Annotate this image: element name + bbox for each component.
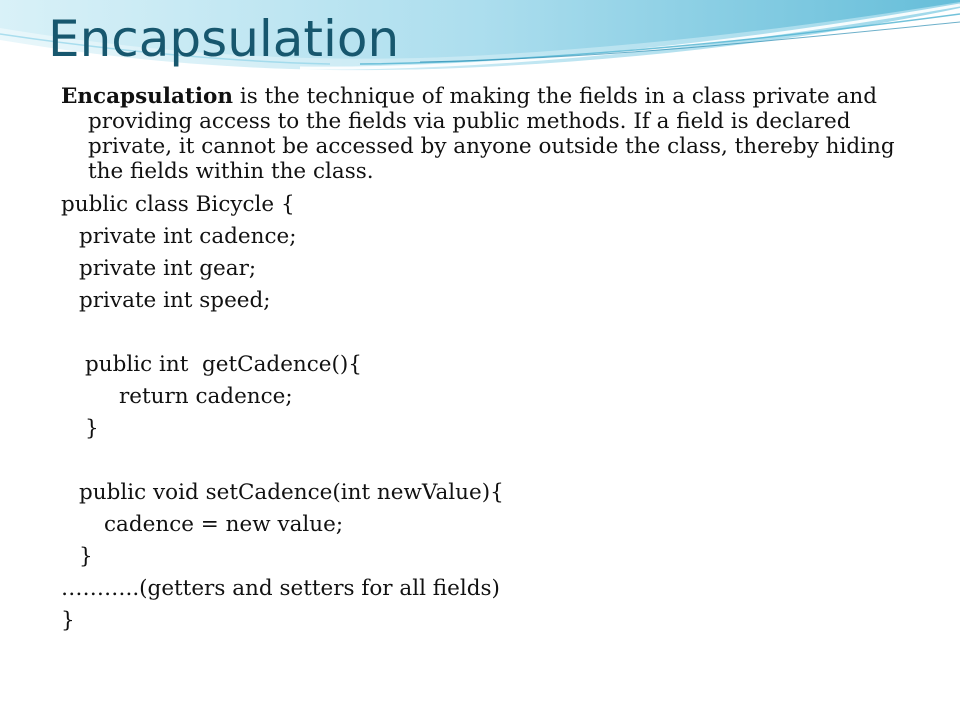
code-line-field-cadence: private int cadence;: [79, 224, 297, 249]
code-line-class-decl: public class Bicycle {: [61, 192, 295, 217]
code-line-getter-close: }: [85, 416, 99, 441]
code-line-setter-close: }: [79, 544, 93, 569]
code-line-field-speed: private int speed;: [79, 288, 271, 313]
code-line-field-gear: private int gear;: [79, 256, 257, 281]
intro-text: is the technique of making the fields in a class private and providing access to the fields via public methods. If a field is declared private, it cannot be accessed by anyone outside the class, thereby hiding the fields within the class.: [88, 84, 895, 184]
code-line-ellipsis-note: ………..(getters and setters for all fields): [61, 576, 500, 601]
code-line-setter-decl: public void setCadence(int newValue){: [79, 480, 504, 505]
intro-paragraph: [61, 84, 908, 184]
code-line-setter-body: cadence = new value;: [104, 512, 344, 537]
intro-term: Encapsulation: [61, 84, 233, 109]
code-line-class-close: }: [61, 608, 75, 633]
code-line-getter-decl: public int getCadence(){: [85, 352, 362, 377]
code-line-getter-return: return cadence;: [119, 384, 293, 409]
slide-title: Encapsulation: [48, 10, 400, 68]
